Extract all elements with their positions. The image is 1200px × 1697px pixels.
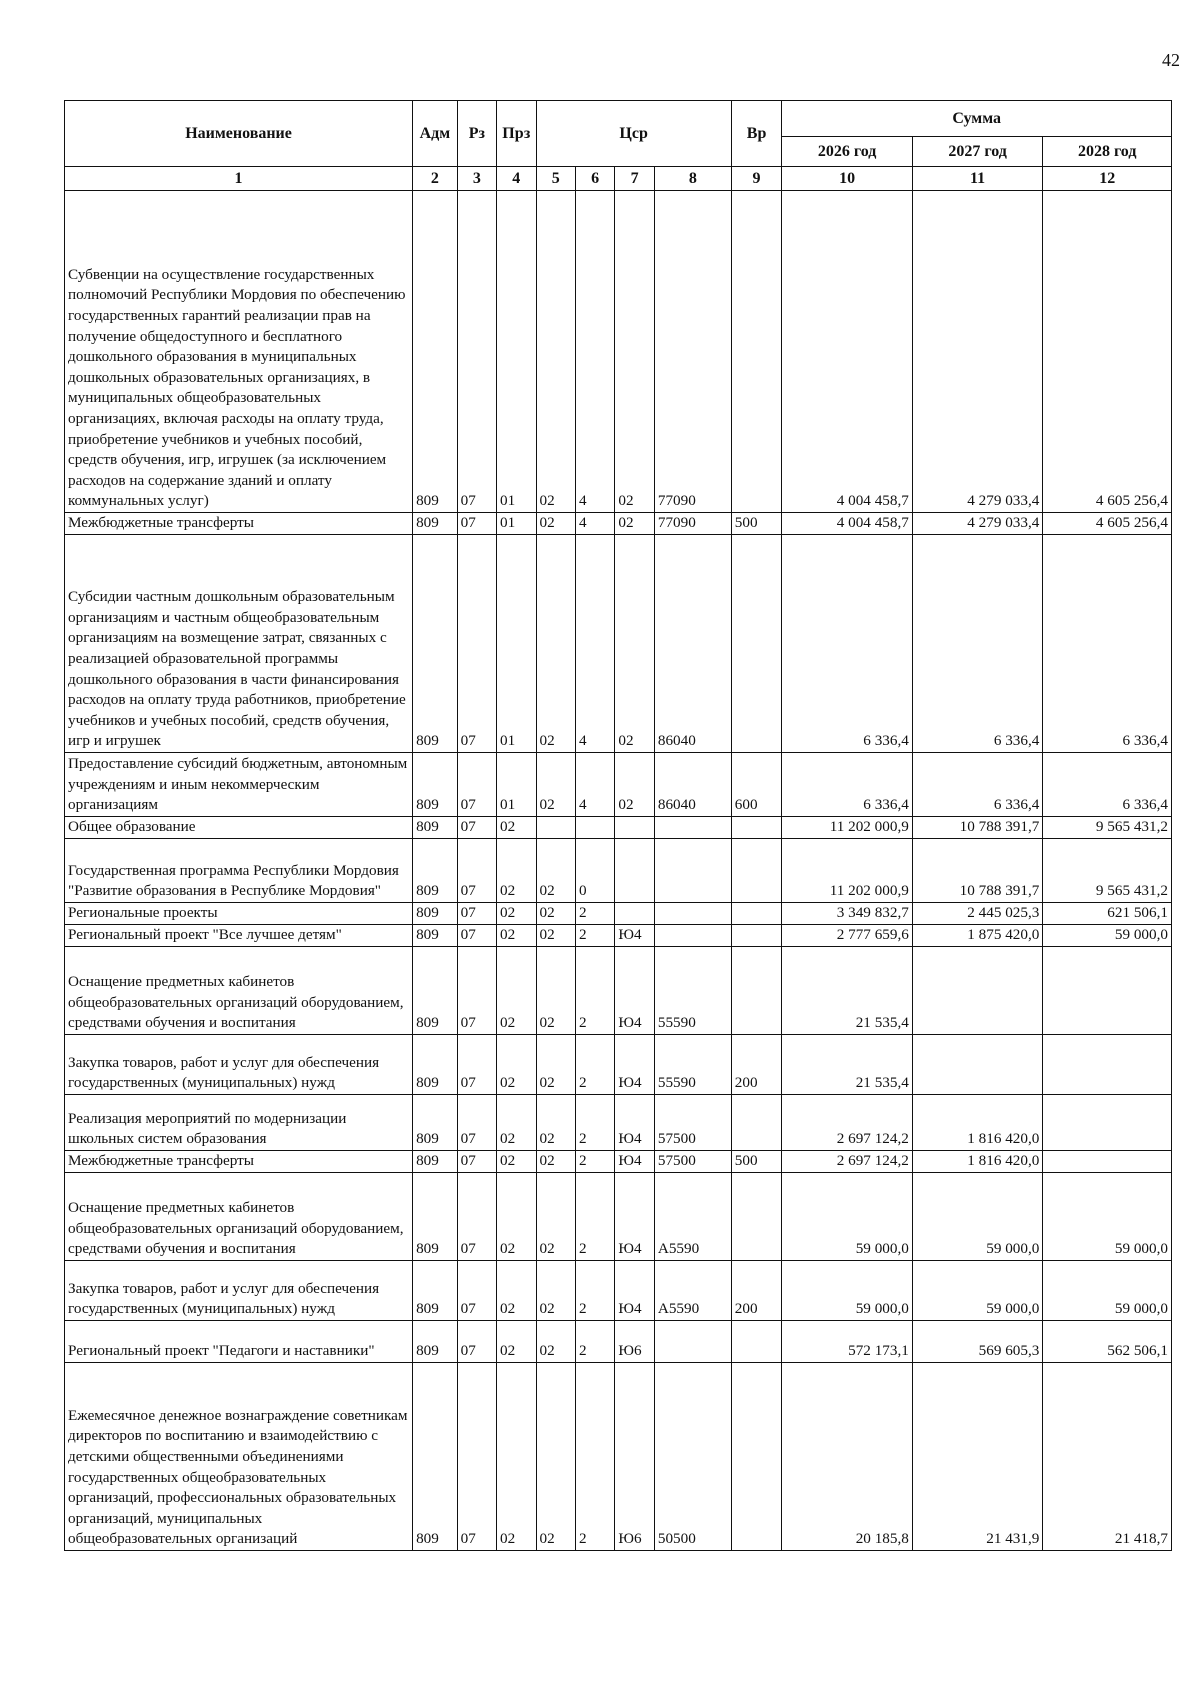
row-vr: 500 [731, 513, 782, 535]
row-prz: 02 [497, 839, 536, 903]
row-csr-program: 02 [536, 1321, 575, 1363]
column-number: 3 [457, 167, 496, 191]
budget-table-body [65, 191, 1172, 1551]
row-sum-2028: 21 418,7 [1043, 1363, 1172, 1551]
row-rz: 07 [457, 1035, 496, 1095]
row-csr-program: 02 [536, 753, 575, 817]
column-number: 7 [615, 167, 654, 191]
row-adm: 809 [413, 903, 458, 925]
row-csr-direction: 86040 [654, 535, 731, 753]
row-rz: 07 [457, 753, 496, 817]
row-rz: 07 [457, 817, 496, 839]
row-csr-program: 02 [536, 535, 575, 753]
column-number: 2 [413, 167, 458, 191]
row-sum-2027: 10 788 391,7 [912, 817, 1043, 839]
row-sum-2027: 10 788 391,7 [912, 839, 1043, 903]
row-prz: 01 [497, 513, 536, 535]
row-csr-subprogram: 2 [575, 1151, 614, 1173]
row-csr-direction [654, 925, 731, 947]
row-rz: 07 [457, 839, 496, 903]
table-row [65, 925, 1172, 947]
row-prz: 02 [497, 1261, 536, 1321]
table-row [65, 903, 1172, 925]
row-csr-subprogram [575, 817, 614, 839]
row-vr [731, 839, 782, 903]
row-csr-subprogram: 4 [575, 753, 614, 817]
row-vr [731, 1363, 782, 1551]
row-csr-project: Ю4 [615, 947, 654, 1035]
row-csr-program [536, 817, 575, 839]
row-csr-subprogram: 0 [575, 839, 614, 903]
row-prz: 02 [497, 903, 536, 925]
row-csr-project [615, 839, 654, 903]
row-csr-direction: 77090 [654, 513, 731, 535]
row-sum-2026: 11 202 000,9 [782, 839, 913, 903]
row-adm: 809 [413, 191, 458, 513]
row-name: Субсидии частным дошкольным образовательным организациям и частным общеобразовательным организациям на возмещение затрат, связанных с реализацией образовательной программы дошкольного образования в части финансирования расходов на оплату труда работников, приобретение учебников и учебных пособий, средств обучения, игр и игрушек [65, 535, 413, 753]
row-csr-project [615, 817, 654, 839]
row-name: Региональные проекты [65, 903, 413, 925]
row-sum-2026: 59 000,0 [782, 1173, 913, 1261]
row-sum-2027: 4 279 033,4 [912, 513, 1043, 535]
row-csr-project: Ю6 [615, 1363, 654, 1551]
row-sum-2026: 21 535,4 [782, 947, 913, 1035]
row-prz: 02 [497, 1173, 536, 1261]
row-sum-2028: 59 000,0 [1043, 1261, 1172, 1321]
column-number: 9 [731, 167, 782, 191]
row-csr-project: 02 [615, 513, 654, 535]
row-csr-direction: А5590 [654, 1173, 731, 1261]
row-sum-2028: 9 565 431,2 [1043, 839, 1172, 903]
table-row [65, 817, 1172, 839]
row-csr-program: 02 [536, 1035, 575, 1095]
row-vr [731, 1173, 782, 1261]
row-csr-direction: 55590 [654, 947, 731, 1035]
row-vr [731, 1321, 782, 1363]
row-csr-direction [654, 903, 731, 925]
row-name: Общее образование [65, 817, 413, 839]
column-number: 6 [575, 167, 614, 191]
row-name: Субвенции на осуществление государственных полномочий Республики Мордовия по обеспечению государственных гарантий реализации прав на получение общедоступного и бесплатного дошкольного образования в муниципальных дошкольных образовательных организациях, в муниципальных общеобразовательных организациях, включая расходы на оплату труда, приобретение учебников и учебных пособий, средств обучения, игр, игрушек (за исключением расходов на содержание зданий и оплату коммунальных услуг) [65, 191, 413, 513]
row-prz: 01 [497, 191, 536, 513]
row-csr-program: 02 [536, 1363, 575, 1551]
row-name: Оснащение предметных кабинетов общеобразовательных организаций оборудованием, средствами обучения и воспитания [65, 1173, 413, 1261]
row-csr-subprogram: 2 [575, 1173, 614, 1261]
row-vr [731, 925, 782, 947]
row-vr [731, 1095, 782, 1151]
row-adm: 809 [413, 513, 458, 535]
column-number: 12 [1043, 167, 1172, 191]
row-sum-2028 [1043, 947, 1172, 1035]
table-row [65, 535, 1172, 753]
row-csr-program: 02 [536, 903, 575, 925]
row-csr-subprogram: 2 [575, 903, 614, 925]
header-name: Наименование [65, 101, 413, 167]
row-vr: 600 [731, 753, 782, 817]
row-csr-subprogram: 2 [575, 1261, 614, 1321]
row-sum-2027: 4 279 033,4 [912, 191, 1043, 513]
row-csr-subprogram: 2 [575, 925, 614, 947]
row-sum-2026: 20 185,8 [782, 1363, 913, 1551]
row-rz: 07 [457, 1363, 496, 1551]
row-csr-project: Ю6 [615, 1321, 654, 1363]
row-csr-subprogram: 2 [575, 1035, 614, 1095]
table-row [65, 1173, 1172, 1261]
row-sum-2026: 3 349 832,7 [782, 903, 913, 925]
row-sum-2027 [912, 947, 1043, 1035]
page-number: 42 [1162, 50, 1180, 70]
row-rz: 07 [457, 1173, 496, 1261]
row-rz: 07 [457, 903, 496, 925]
header-rz: Рз [457, 101, 496, 167]
row-name: Межбюджетные трансферты [65, 1151, 413, 1173]
row-csr-program: 02 [536, 191, 575, 513]
row-csr-direction [654, 1321, 731, 1363]
header-year-2028: 2028 год [1043, 137, 1172, 167]
row-sum-2026: 2 697 124,2 [782, 1095, 913, 1151]
row-adm: 809 [413, 839, 458, 903]
row-csr-subprogram: 4 [575, 513, 614, 535]
row-sum-2027: 1 875 420,0 [912, 925, 1043, 947]
row-rz: 07 [457, 1261, 496, 1321]
row-sum-2027: 1 816 420,0 [912, 1151, 1043, 1173]
row-sum-2027: 569 605,3 [912, 1321, 1043, 1363]
header-year-2026: 2026 год [782, 137, 913, 167]
row-name: Межбюджетные трансферты [65, 513, 413, 535]
row-sum-2026: 2 777 659,6 [782, 925, 913, 947]
table-row [65, 1261, 1172, 1321]
row-sum-2028: 6 336,4 [1043, 753, 1172, 817]
row-sum-2026: 11 202 000,9 [782, 817, 913, 839]
column-number-row [65, 167, 1172, 191]
row-sum-2027: 21 431,9 [912, 1363, 1043, 1551]
row-adm: 809 [413, 535, 458, 753]
row-prz: 02 [497, 1321, 536, 1363]
row-sum-2028: 59 000,0 [1043, 1173, 1172, 1261]
row-adm: 809 [413, 817, 458, 839]
row-sum-2026: 21 535,4 [782, 1035, 913, 1095]
row-csr-direction [654, 817, 731, 839]
row-sum-2028 [1043, 1095, 1172, 1151]
row-name: Реализация мероприятий по модернизации школьных систем образования [65, 1095, 413, 1151]
row-sum-2027: 1 816 420,0 [912, 1095, 1043, 1151]
row-csr-subprogram: 4 [575, 535, 614, 753]
row-prz: 01 [497, 535, 536, 753]
row-sum-2026: 2 697 124,2 [782, 1151, 913, 1173]
row-adm: 809 [413, 1321, 458, 1363]
table-row [65, 1321, 1172, 1363]
row-csr-direction: А5590 [654, 1261, 731, 1321]
row-csr-direction: 55590 [654, 1035, 731, 1095]
row-sum-2026: 572 173,1 [782, 1321, 913, 1363]
row-csr-project: Ю4 [615, 925, 654, 947]
row-csr-project: Ю4 [615, 1151, 654, 1173]
row-sum-2026: 6 336,4 [782, 535, 913, 753]
row-adm: 809 [413, 1035, 458, 1095]
row-prz: 02 [497, 925, 536, 947]
row-name: Предоставление субсидий бюджетным, автономным учреждениям и иным некоммерческим организациям [65, 753, 413, 817]
row-prz: 02 [497, 1035, 536, 1095]
table-row [65, 191, 1172, 513]
row-adm: 809 [413, 1095, 458, 1151]
row-csr-program: 02 [536, 925, 575, 947]
row-sum-2027 [912, 1035, 1043, 1095]
row-csr-program: 02 [536, 839, 575, 903]
row-sum-2028: 621 506,1 [1043, 903, 1172, 925]
row-adm: 809 [413, 1173, 458, 1261]
row-prz: 02 [497, 1151, 536, 1173]
row-csr-direction: 86040 [654, 753, 731, 817]
row-sum-2026: 6 336,4 [782, 753, 913, 817]
row-rz: 07 [457, 513, 496, 535]
row-csr-program: 02 [536, 1095, 575, 1151]
row-name: Закупка товаров, работ и услуг для обеспечения государственных (муниципальных) нужд [65, 1261, 413, 1321]
row-name: Закупка товаров, работ и услуг для обеспечения государственных (муниципальных) нужд [65, 1035, 413, 1095]
row-sum-2026: 4 004 458,7 [782, 513, 913, 535]
row-sum-2028: 6 336,4 [1043, 535, 1172, 753]
row-rz: 07 [457, 1151, 496, 1173]
header-adm: Адм [413, 101, 458, 167]
column-number: 5 [536, 167, 575, 191]
row-rz: 07 [457, 925, 496, 947]
row-name: Региональный проект "Все лучшее детям" [65, 925, 413, 947]
row-csr-project: Ю4 [615, 1095, 654, 1151]
row-name: Ежемесячное денежное вознаграждение советникам директоров по воспитанию и взаимодействию с детскими общественными объединениями государственных общеобразовательных организаций, профессиональных образовательных организаций, муниципальных общеобразовательных организаций [65, 1363, 413, 1551]
table-row [65, 1151, 1172, 1173]
row-adm: 809 [413, 753, 458, 817]
row-vr [731, 535, 782, 753]
row-prz: 02 [497, 817, 536, 839]
table-row [65, 1095, 1172, 1151]
header-csr: Цср [536, 101, 731, 167]
row-adm: 809 [413, 1261, 458, 1321]
row-vr: 500 [731, 1151, 782, 1173]
row-sum-2027: 6 336,4 [912, 535, 1043, 753]
row-vr: 200 [731, 1261, 782, 1321]
header-row [65, 101, 1172, 137]
row-prz: 02 [497, 1363, 536, 1551]
row-adm: 809 [413, 947, 458, 1035]
row-csr-direction: 57500 [654, 1151, 731, 1173]
row-csr-program: 02 [536, 1173, 575, 1261]
row-adm: 809 [413, 1363, 458, 1551]
row-csr-project: Ю4 [615, 1035, 654, 1095]
column-number: 11 [912, 167, 1043, 191]
row-csr-direction: 77090 [654, 191, 731, 513]
row-csr-program: 02 [536, 1151, 575, 1173]
row-sum-2026: 4 004 458,7 [782, 191, 913, 513]
row-csr-project: 02 [615, 191, 654, 513]
row-sum-2028 [1043, 1151, 1172, 1173]
row-rz: 07 [457, 1095, 496, 1151]
row-vr [731, 903, 782, 925]
header-sum: Сумма [782, 101, 1172, 137]
row-csr-project: Ю4 [615, 1173, 654, 1261]
row-csr-direction [654, 839, 731, 903]
row-vr [731, 947, 782, 1035]
row-csr-direction: 57500 [654, 1095, 731, 1151]
row-sum-2027: 59 000,0 [912, 1173, 1043, 1261]
row-csr-project: Ю4 [615, 1261, 654, 1321]
row-csr-subprogram: 2 [575, 1363, 614, 1551]
row-rz: 07 [457, 1321, 496, 1363]
column-number: 8 [654, 167, 731, 191]
row-sum-2028: 4 605 256,4 [1043, 513, 1172, 535]
table-row [65, 839, 1172, 903]
row-csr-project: 02 [615, 535, 654, 753]
table-row [65, 1035, 1172, 1095]
row-rz: 07 [457, 535, 496, 753]
row-vr: 200 [731, 1035, 782, 1095]
table-row [65, 1363, 1172, 1551]
row-csr-program: 02 [536, 513, 575, 535]
row-csr-subprogram: 2 [575, 1095, 614, 1151]
row-sum-2028: 562 506,1 [1043, 1321, 1172, 1363]
header-prz: Прз [497, 101, 536, 167]
row-rz: 07 [457, 947, 496, 1035]
row-prz: 02 [497, 947, 536, 1035]
row-name: Государственная программа Республики Мордовия "Развитие образования в Республике Мордовия" [65, 839, 413, 903]
row-prz: 02 [497, 1095, 536, 1151]
row-adm: 809 [413, 1151, 458, 1173]
row-sum-2028: 59 000,0 [1043, 925, 1172, 947]
row-name: Региональный проект "Педагоги и наставники" [65, 1321, 413, 1363]
row-prz: 01 [497, 753, 536, 817]
row-vr [731, 817, 782, 839]
row-vr [731, 191, 782, 513]
row-adm: 809 [413, 925, 458, 947]
row-csr-program: 02 [536, 947, 575, 1035]
table-row [65, 947, 1172, 1035]
row-sum-2028: 4 605 256,4 [1043, 191, 1172, 513]
row-sum-2026: 59 000,0 [782, 1261, 913, 1321]
row-sum-2027: 2 445 025,3 [912, 903, 1043, 925]
row-csr-project [615, 903, 654, 925]
column-number: 10 [782, 167, 913, 191]
row-sum-2027: 59 000,0 [912, 1261, 1043, 1321]
row-csr-project: 02 [615, 753, 654, 817]
column-number: 4 [497, 167, 536, 191]
table-row [65, 513, 1172, 535]
row-sum-2028: 9 565 431,2 [1043, 817, 1172, 839]
row-csr-subprogram: 4 [575, 191, 614, 513]
header-vr: Вр [731, 101, 782, 167]
row-sum-2028 [1043, 1035, 1172, 1095]
row-csr-direction: 50500 [654, 1363, 731, 1551]
row-csr-subprogram: 2 [575, 947, 614, 1035]
row-sum-2027: 6 336,4 [912, 753, 1043, 817]
budget-table [64, 100, 1172, 1551]
row-name: Оснащение предметных кабинетов общеобразовательных организаций оборудованием, средствами обучения и воспитания [65, 947, 413, 1035]
column-number: 1 [65, 167, 413, 191]
table-row [65, 753, 1172, 817]
header-year-2027: 2027 год [912, 137, 1043, 167]
row-rz: 07 [457, 191, 496, 513]
row-csr-subprogram: 2 [575, 1321, 614, 1363]
row-csr-program: 02 [536, 1261, 575, 1321]
